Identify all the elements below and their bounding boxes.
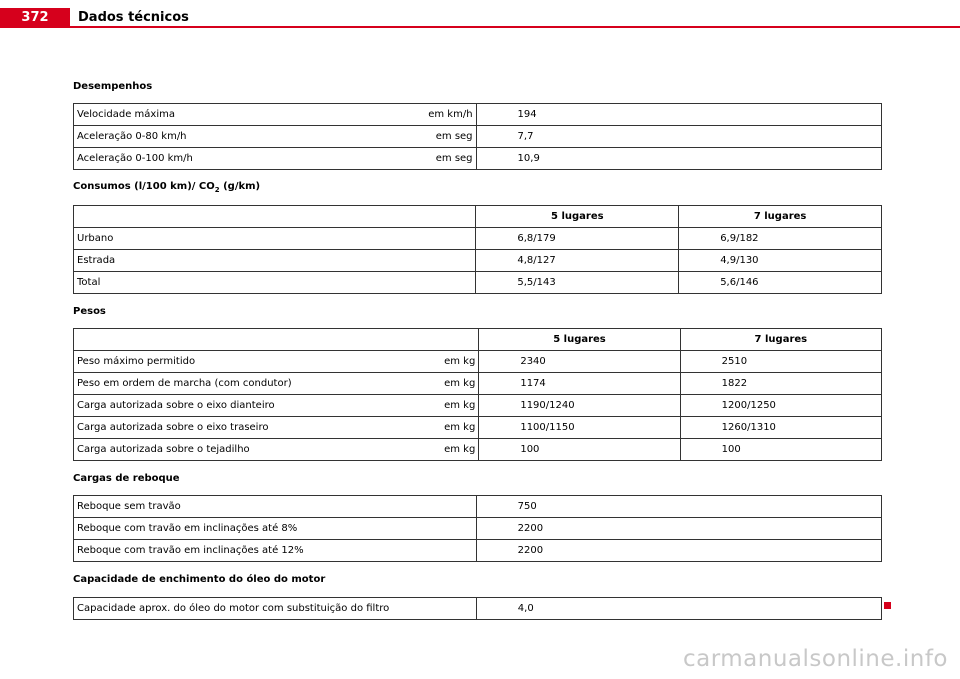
- table-row: [74, 104, 882, 126]
- end-marker: [884, 602, 891, 609]
- row-value: 10,9: [476, 148, 881, 170]
- table-row: [74, 228, 882, 250]
- row-unit: em kg: [441, 395, 479, 417]
- row-label: Carga autorizada sobre o eixo traseiro: [74, 417, 442, 439]
- row-label: Carga autorizada sobre o tejadilho: [74, 439, 442, 461]
- table-row: [74, 250, 882, 272]
- value-5-lugares: 1100/1150: [479, 417, 680, 439]
- row-unit: em seg: [435, 153, 473, 164]
- table-row: [74, 598, 882, 620]
- row-label: Peso máximo permitido: [74, 351, 442, 373]
- table-row: [74, 351, 882, 373]
- row-unit: em kg: [441, 373, 479, 395]
- table-row: [74, 439, 882, 461]
- section-title-oleo: Capacidade de enchimento do óleo do motor: [73, 574, 326, 585]
- section-title-reboque: Cargas de reboque: [73, 473, 180, 484]
- row-label: Aceleração 0-80 km/h: [77, 131, 187, 142]
- column-header-7-lugares: 7 lugares: [679, 206, 882, 228]
- row-unit: em seg: [435, 131, 473, 142]
- value-5-lugares: 100: [479, 439, 680, 461]
- page-header: [0, 0, 960, 30]
- row-value: 2200: [476, 540, 881, 562]
- column-header-5-lugares: 5 lugares: [479, 329, 680, 351]
- table-row: [74, 540, 882, 562]
- section-title-desempenhos: Desempenhos: [73, 81, 153, 92]
- value-5-lugares: 5,5/143: [476, 272, 679, 294]
- row-unit: em km/h: [428, 109, 473, 120]
- row-label: Reboque com travão em inclinações até 8%: [74, 518, 477, 540]
- table-header-row: [74, 329, 882, 351]
- row-label: Urbano: [74, 228, 476, 250]
- row-label: Reboque sem travão: [74, 496, 477, 518]
- row-label: Estrada: [74, 250, 476, 272]
- value-5-lugares: 2340: [479, 351, 680, 373]
- table-row: [74, 272, 882, 294]
- header-empty-cell: [74, 206, 476, 228]
- table-row: [74, 496, 882, 518]
- row-label: Velocidade máxima: [77, 109, 175, 120]
- row-label: Capacidade aprox. do óleo do motor com substituição do filtro: [74, 598, 477, 620]
- row-unit: em kg: [441, 351, 479, 373]
- value-7-lugares: 1822: [680, 373, 881, 395]
- value-5-lugares: 4,8/127: [476, 250, 679, 272]
- value-5-lugares: 1174: [479, 373, 680, 395]
- header-empty-cell: [74, 329, 479, 351]
- row-value: 194: [476, 104, 881, 126]
- section-title-consumos: Consumos (l/100 km)/ $CO_2$ (g/km): [73, 181, 261, 194]
- row-value: 750: [476, 496, 881, 518]
- table-row: [74, 395, 882, 417]
- row-label: Peso em ordem de marcha (com condutor): [74, 373, 442, 395]
- value-7-lugares: 1260/1310: [680, 417, 881, 439]
- row-label: Carga autorizada sobre o eixo dianteiro: [74, 395, 442, 417]
- table-consumos: [73, 205, 882, 294]
- value-7-lugares: 4,9/130: [679, 250, 882, 272]
- value-5-lugares: 1190/1240: [479, 395, 680, 417]
- row-label: Total: [74, 272, 476, 294]
- value-7-lugares: 2510: [680, 351, 881, 373]
- table-pesos: [73, 328, 882, 461]
- value-7-lugares: 5,6/146: [679, 272, 882, 294]
- table-header-row: [74, 206, 882, 228]
- row-value: 7,7: [476, 126, 881, 148]
- column-header-5-lugares: 5 lugares: [476, 206, 679, 228]
- value-7-lugares: 100: [680, 439, 881, 461]
- watermark: carmanualsonline.info: [682, 646, 948, 672]
- row-label: Reboque com travão em inclinações até 12%: [74, 540, 477, 562]
- row-label: Aceleração 0-100 km/h: [77, 153, 193, 164]
- column-header-7-lugares: 7 lugares: [680, 329, 881, 351]
- value-7-lugares: 1200/1250: [680, 395, 881, 417]
- table-row: [74, 148, 882, 170]
- row-label-cell: [74, 126, 477, 148]
- header-rule: [0, 26, 960, 28]
- table-row: [74, 417, 882, 439]
- table-oleo: [73, 597, 882, 620]
- row-label-cell: [74, 104, 477, 126]
- table-row: [74, 126, 882, 148]
- table-reboque: [73, 495, 882, 562]
- row-value: 2200: [476, 518, 881, 540]
- value-7-lugares: 6,9/182: [679, 228, 882, 250]
- table-desempenhos: [73, 103, 882, 170]
- row-label-cell: [74, 148, 477, 170]
- row-unit: em kg: [441, 417, 479, 439]
- row-unit: em kg: [441, 439, 479, 461]
- section-title-pesos: Pesos: [73, 306, 106, 317]
- table-row: [74, 373, 882, 395]
- page-title: Dados técnicos: [78, 10, 189, 25]
- table-row: [74, 518, 882, 540]
- value-5-lugares: 6,8/179: [476, 228, 679, 250]
- page-number: 372: [0, 8, 70, 27]
- row-value: 4,0: [476, 598, 881, 620]
